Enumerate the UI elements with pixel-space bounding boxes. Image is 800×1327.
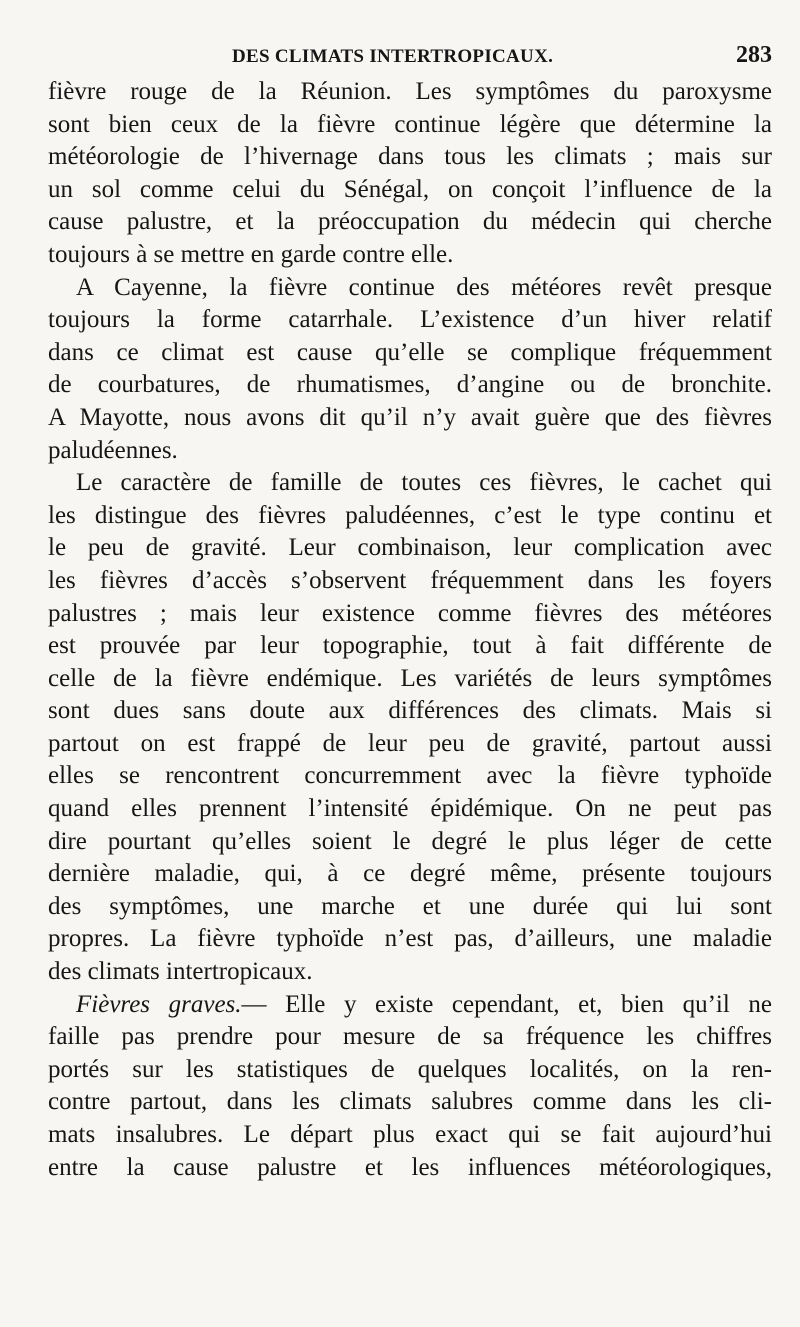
page-number: 283 — [736, 42, 772, 68]
text-line: partout on est frappé de leur peu de gravité, partout aussi — [48, 729, 772, 757]
body-text — [48, 76, 772, 1184]
text-line: dire pourtant qu’elles soient le degré le plus léger de cette — [48, 827, 772, 855]
text-line: celle de la fièvre endémique. Les variétés de leurs symptômes — [48, 664, 772, 692]
text-line: Le caractère de famille de toutes ces fièvres, le cachet qui — [76, 469, 772, 497]
text-line: météorologie de l’hivernage dans tous les climats ; mais sur — [48, 143, 772, 171]
text-line: le peu de gravité. Leur combinaison, leur complication avec — [48, 534, 772, 562]
text-line: entre la cause palustre et les influences météorologiques, — [48, 1153, 772, 1181]
text-line: palustres ; mais leur existence comme fièvres des météores — [48, 599, 772, 627]
text-line: mats insalubres. Le départ plus exact qui se fait aujourd’hui — [48, 1121, 772, 1148]
text-line: contre partout, dans les climats salubres comme dans les cli- — [48, 1088, 772, 1116]
section-heading: Fièvres graves. — [76, 990, 242, 1018]
text-line: les fièvres d’accès s’observent fréquemment dans les foyers — [48, 566, 772, 594]
text-line: A Cayenne, la fièvre continue des météores revêt presque — [76, 273, 772, 301]
section-start-text: — Elle y existe cependant, et, bien qu’il ne — [241, 990, 772, 1018]
text-line: toujours la forme catarrhale. L’existence d’un hiver relatif — [48, 306, 772, 334]
text-line: est prouvée par leur topographie, tout à fait différente de — [48, 632, 772, 660]
text-line: faille pas prendre pour mesure de sa fréquence les chiffres — [48, 1023, 772, 1051]
text-line: des climats intertropicaux. — [48, 958, 313, 986]
text-line: de courbatures, de rhumatismes, d’angine ou de bronchite. — [48, 371, 772, 399]
text-line: paludéennes. — [48, 436, 178, 464]
text-line: sont bien ceux de la fièvre continue légère que détermine la — [48, 110, 772, 138]
running-head: DES CLIMATS INTERTROPICAUX. — [232, 46, 554, 67]
text-line: fièvre rouge de la Réunion. Les symptômes du paroxysme — [48, 78, 772, 105]
text-line: dernière maladie, qui, à ce degré même, présente toujours — [48, 860, 772, 888]
text-line: dans ce climat est cause qu’elle se complique fréquemment — [48, 338, 772, 366]
section-start-line — [48, 989, 772, 1022]
text-line: les distingue des fièvres paludéennes, c’est le type continu et — [48, 501, 772, 529]
text-line: un sol comme celui du Sénégal, on conçoit l’influence de la — [48, 175, 772, 203]
text-line: cause palustre, et la préoccupation du médecin qui cherche — [48, 208, 772, 236]
text-line: sont dues sans doute aux différences des climats. Mais si — [48, 697, 772, 725]
text-line: des symptômes, une marche et une durée qui lui sont — [48, 892, 772, 920]
text-line: propres. La fièvre typhoïde n’est pas, d’ailleurs, une maladie — [48, 925, 772, 953]
text-line: portés sur les statistiques de quelques localités, on la ren- — [48, 1055, 772, 1083]
page-header — [48, 40, 772, 76]
text-line: quand elles prennent l’intensité épidémique. On ne peut pas — [48, 795, 772, 823]
text-line: A Mayotte, nous avons dit qu’il n’y avait guère que des fièvres — [48, 403, 772, 431]
text-line: elles se rencontrent concurremment avec la fièvre typhoïde — [48, 762, 772, 790]
text-line: toujours à se mettre en garde contre elle. — [48, 240, 454, 268]
